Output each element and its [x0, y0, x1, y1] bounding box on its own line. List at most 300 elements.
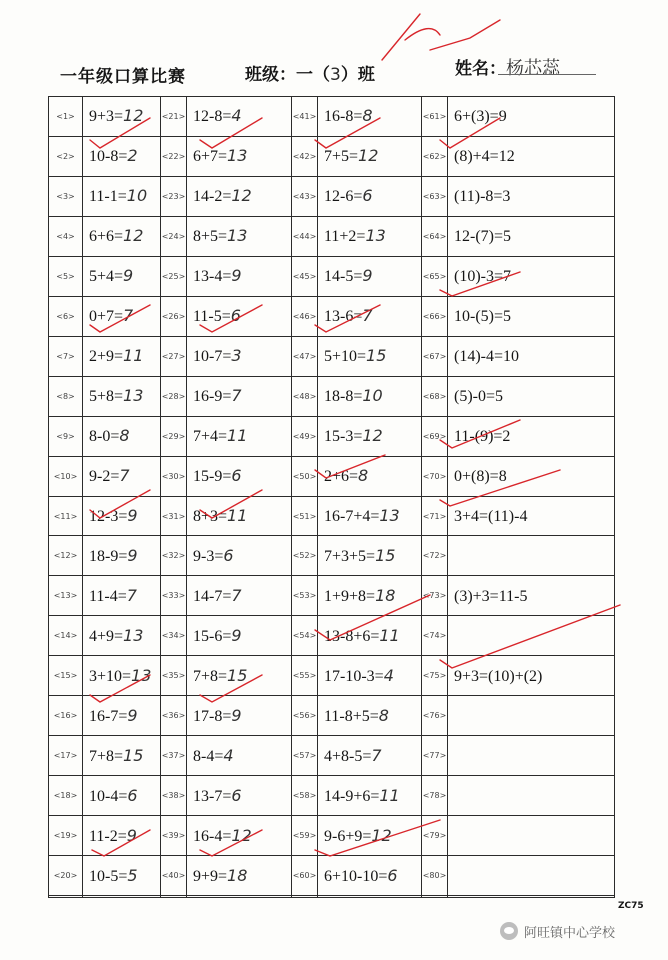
equation-text: 15-9= — [193, 468, 232, 486]
problem-equation — [187, 216, 292, 256]
handwritten-answer: 7 — [231, 386, 242, 406]
handwritten-answer: 4 — [231, 106, 242, 126]
handwritten-answer: 9 — [127, 506, 138, 525]
table-row — [49, 97, 615, 137]
table-row — [49, 496, 615, 536]
equation-text: 6+7= — [193, 148, 228, 166]
problem-equation — [83, 816, 161, 856]
problem-number: <53> — [292, 576, 318, 616]
problem-number: <33> — [161, 576, 187, 616]
problem-equation — [187, 576, 292, 616]
problem-number: <78> — [422, 776, 448, 816]
problem-equation — [187, 136, 292, 176]
handwritten-answer: 15 — [227, 665, 248, 685]
problem-number — [161, 896, 187, 898]
problem-equation — [83, 536, 161, 576]
problem-number: <46> — [292, 296, 318, 336]
equation-text: 12-3= — [89, 508, 128, 525]
problem-equation — [318, 496, 422, 536]
problem-number: <45> — [292, 256, 318, 296]
problem-number: <12> — [49, 536, 83, 576]
equation-text: 9+3= — [89, 108, 124, 126]
problem-number: <61> — [422, 97, 448, 137]
equation-text: 16-9= — [193, 388, 232, 406]
problem-number: <77> — [422, 736, 448, 776]
handwritten-answer: 13 — [379, 506, 400, 525]
table-row — [49, 456, 615, 496]
handwritten-answer: 13 — [227, 226, 248, 246]
problem-equation — [448, 496, 615, 536]
problem-number: <14> — [49, 616, 83, 656]
problem-equation — [83, 216, 161, 256]
equation-text: 4+8-5= — [324, 747, 372, 765]
problem-number — [292, 896, 318, 898]
handwritten-answer: 9 — [362, 266, 373, 286]
problem-number: <26> — [161, 296, 187, 336]
handwritten-answer: 9 — [126, 825, 137, 845]
equation-text: 14-7= — [193, 587, 232, 605]
problem-equation — [83, 256, 161, 296]
equation-text: 16-7= — [89, 707, 128, 725]
table-row — [49, 696, 615, 736]
problem-number: <57> — [292, 736, 318, 776]
problem-equation — [448, 456, 615, 496]
equation-text: 7+8= — [89, 747, 124, 765]
class-number: 3 — [330, 65, 341, 85]
problem-number: <63> — [422, 176, 448, 216]
equation-text: 14-9+6= — [324, 787, 380, 805]
equation-text: 16-8= — [324, 108, 363, 126]
problem-number: <25> — [161, 256, 187, 296]
problem-number: <55> — [292, 656, 318, 696]
problem-equation — [187, 736, 292, 776]
problem-equation — [187, 496, 292, 536]
problem-number — [422, 896, 448, 898]
equation-text: 6+(3)=9 — [454, 108, 507, 126]
problem-equation — [187, 336, 292, 376]
handwritten-answer: 6 — [127, 785, 138, 805]
handwritten-answer: 12 — [358, 146, 379, 166]
table-row — [49, 576, 615, 616]
equation-text: 16-7+4= — [324, 508, 380, 525]
problem-number: <73> — [422, 576, 448, 616]
equation-text: 3+4=(11)-4 — [454, 508, 528, 525]
handwritten-answer: 12 — [123, 106, 144, 126]
equation-text: 11-(9)=2 — [454, 428, 511, 446]
handwritten-answer: 8 — [362, 106, 373, 126]
problem-number: <74> — [422, 616, 448, 656]
problem-number: <67> — [422, 336, 448, 376]
equation-text: 1+9+8= — [324, 587, 376, 605]
problem-equation — [318, 136, 422, 176]
problem-equation — [318, 456, 422, 496]
problem-equation — [83, 176, 161, 216]
equation-text: 2+6= — [324, 468, 359, 486]
equation-text: 7+8= — [193, 667, 228, 685]
problem-table — [48, 96, 615, 898]
problem-equation — [318, 576, 422, 616]
handwritten-answer: 9 — [231, 705, 242, 725]
problem-equation — [83, 576, 161, 616]
problem-number: <68> — [422, 376, 448, 416]
problem-equation — [318, 97, 422, 137]
handwritten-answer: 9 — [123, 266, 134, 286]
problem-number: <76> — [422, 696, 448, 736]
problem-equation — [448, 656, 615, 696]
problem-number: <72> — [422, 536, 448, 576]
class-label: 班级：一（ — [245, 65, 330, 85]
problem-number: <5> — [49, 256, 83, 296]
problem-number: <9> — [49, 416, 83, 456]
problem-number: <48> — [292, 376, 318, 416]
problem-number: <69> — [422, 416, 448, 456]
handwritten-answer: 5 — [127, 865, 138, 885]
problem-number: <13> — [49, 576, 83, 616]
equation-text: 6+10-10= — [324, 867, 388, 885]
equation-text: 12-6= — [324, 188, 363, 206]
problem-equation — [318, 776, 422, 816]
problem-equation — [187, 416, 292, 456]
handwritten-answer: 7 — [119, 466, 130, 486]
problem-number: <21> — [161, 97, 187, 137]
problem-equation — [187, 816, 292, 856]
problem-number: <7> — [49, 336, 83, 376]
problem-number: <42> — [292, 136, 318, 176]
equation-text: 12-(7)=5 — [454, 228, 512, 246]
equation-text: 11-8+5= — [324, 707, 379, 725]
problem-equation — [83, 856, 161, 896]
problem-number: <60> — [292, 856, 318, 896]
problem-number: <75> — [422, 656, 448, 696]
handwritten-answer: 13 — [123, 625, 144, 645]
problem-number: <62> — [422, 136, 448, 176]
handwritten-answer: 7 — [123, 306, 134, 326]
equation-text: 14-2= — [193, 188, 232, 206]
equation-text: 13-8+6= — [324, 627, 380, 645]
table-row — [49, 336, 615, 376]
problem-number: <18> — [49, 776, 83, 816]
equation-text: 7+3+5= — [324, 547, 376, 565]
problem-equation — [448, 136, 615, 176]
watermark-text: 阿旺镇中心学校 — [524, 925, 616, 941]
problem-equation — [318, 696, 422, 736]
equation-text: 9-2= — [89, 468, 120, 486]
problem-number: <19> — [49, 816, 83, 856]
table-row — [49, 656, 615, 696]
problem-number: <79> — [422, 816, 448, 856]
problem-equation — [187, 376, 292, 416]
table-row — [49, 256, 615, 296]
problem-equation — [187, 856, 292, 896]
watermark — [500, 920, 615, 942]
problem-equation — [187, 97, 292, 137]
table-row — [49, 816, 615, 856]
problem-number: <8> — [49, 376, 83, 416]
problem-equation — [448, 816, 615, 856]
equation-text: (14)-4=10 — [454, 348, 520, 366]
problem-number: <31> — [161, 496, 187, 536]
problem-equation — [448, 736, 615, 776]
problem-equation — [448, 376, 615, 416]
table-row — [49, 856, 615, 896]
problem-equation — [83, 656, 161, 696]
problem-number: <38> — [161, 776, 187, 816]
table-row — [49, 416, 615, 456]
handwritten-answer: 12 — [123, 226, 144, 246]
table-row — [49, 896, 615, 898]
equation-text: 0+7= — [89, 308, 124, 326]
problem-equation — [187, 776, 292, 816]
equation-text: 6+6= — [89, 228, 124, 246]
handwritten-answer: 7 — [231, 585, 242, 605]
problem-equation — [448, 696, 615, 736]
problem-equation — [187, 896, 292, 898]
problem-equation — [318, 736, 422, 776]
problem-equation — [83, 496, 161, 536]
handwritten-answer: 11 — [227, 506, 248, 525]
problem-number: <1> — [49, 97, 83, 137]
problem-equation — [83, 616, 161, 656]
problem-number: <59> — [292, 816, 318, 856]
handwritten-answer: 15 — [123, 745, 144, 765]
problem-number: <27> — [161, 336, 187, 376]
problem-equation — [187, 296, 292, 336]
name-label: 姓名： — [455, 59, 506, 79]
problem-equation — [83, 376, 161, 416]
handwritten-answer: 9 — [231, 625, 242, 645]
problem-equation — [187, 616, 292, 656]
handwritten-answer: 3 — [231, 346, 242, 366]
handwritten-answer: 11 — [379, 785, 400, 805]
equation-text: 8+3= — [193, 508, 228, 525]
handwritten-answer: 12 — [231, 825, 252, 845]
table-row — [49, 736, 615, 776]
problem-equation — [318, 336, 422, 376]
problem-grid — [48, 96, 614, 898]
equation-text: 14-5= — [324, 268, 363, 286]
equation-text: 13-7= — [193, 787, 232, 805]
handwritten-answer: 6 — [362, 186, 373, 206]
problem-number: <32> — [161, 536, 187, 576]
problem-equation — [448, 616, 615, 656]
handwritten-answer: 2 — [127, 146, 138, 166]
problem-number: <4> — [49, 216, 83, 256]
equation-text: 11-2= — [89, 827, 127, 845]
equation-text: 5+4= — [89, 268, 124, 286]
equation-text: 10-(5)=5 — [454, 308, 512, 326]
problem-number: <17> — [49, 736, 83, 776]
equation-text: 8-0= — [89, 428, 120, 446]
problem-number: <36> — [161, 696, 187, 736]
equation-text: 15-3= — [324, 428, 363, 446]
table-row — [49, 616, 615, 656]
problem-number: <65> — [422, 256, 448, 296]
problem-number: <10> — [49, 456, 83, 496]
equation-text: 4+9= — [89, 627, 124, 645]
handwritten-answer: 13 — [123, 386, 144, 406]
problem-equation — [187, 696, 292, 736]
handwritten-answer: 4 — [223, 745, 234, 765]
problem-number: <3> — [49, 176, 83, 216]
equation-text: 0+(8)=8 — [454, 468, 507, 486]
problem-number: <49> — [292, 416, 318, 456]
equation-text: 9-6+9= — [324, 827, 372, 845]
handwritten-answer: 12 — [371, 825, 392, 845]
problem-number: <40> — [161, 856, 187, 896]
problem-equation — [448, 416, 615, 456]
class-suffix: ）班 — [340, 65, 375, 85]
handwritten-answer: 15 — [375, 545, 396, 565]
problem-number: <23> — [161, 176, 187, 216]
problem-equation — [448, 256, 615, 296]
problem-equation — [448, 576, 615, 616]
problem-number: <47> — [292, 336, 318, 376]
equation-text: 2+9= — [89, 348, 124, 366]
problem-equation — [318, 296, 422, 336]
problem-equation — [448, 97, 615, 137]
problem-number: <15> — [49, 656, 83, 696]
problem-number: <28> — [161, 376, 187, 416]
name-field — [455, 54, 560, 80]
problem-equation — [448, 216, 615, 256]
problem-equation — [83, 896, 161, 898]
handwritten-answer: 6 — [231, 466, 242, 486]
table-row — [49, 216, 615, 256]
problem-number: <2> — [49, 136, 83, 176]
problem-number: <29> — [161, 416, 187, 456]
problem-number: <54> — [292, 616, 318, 656]
problem-equation — [318, 376, 422, 416]
handwritten-answer: 12 — [231, 186, 252, 206]
handwritten-answer: 11 — [227, 426, 248, 446]
handwritten-answer: 8 — [358, 466, 369, 486]
problem-equation — [83, 136, 161, 176]
handwritten-answer: 18 — [375, 585, 396, 605]
problem-number: <20> — [49, 856, 83, 896]
equation-text: 11-4= — [89, 587, 127, 605]
equation-text: 12-8= — [193, 108, 232, 126]
equation-text: 9+9= — [193, 867, 228, 885]
problem-equation — [318, 616, 422, 656]
problem-equation — [318, 176, 422, 216]
problem-rows — [49, 97, 615, 898]
name-underline — [498, 74, 596, 75]
problem-number: <16> — [49, 696, 83, 736]
handwritten-answer: 13 — [365, 226, 386, 246]
table-row — [49, 536, 615, 576]
problem-number: <39> — [161, 816, 187, 856]
problem-equation — [448, 176, 615, 216]
problem-equation — [187, 176, 292, 216]
problem-equation — [83, 736, 161, 776]
problem-number: <66> — [422, 296, 448, 336]
problem-number: <30> — [161, 456, 187, 496]
problem-equation — [318, 896, 422, 898]
equation-text: 18-8= — [324, 388, 363, 406]
problem-number: <22> — [161, 136, 187, 176]
problem-number: <58> — [292, 776, 318, 816]
problem-equation — [83, 456, 161, 496]
equation-text: 17-10-3= — [324, 667, 384, 685]
equation-text: 10-7= — [193, 348, 232, 366]
problem-equation — [448, 536, 615, 576]
problem-equation — [83, 296, 161, 336]
equation-text: 9-3= — [193, 547, 224, 565]
handwritten-answer: 7 — [126, 585, 137, 605]
problem-number: <44> — [292, 216, 318, 256]
student-name: 杨芯蕊 — [506, 58, 560, 79]
problem-number: <43> — [292, 176, 318, 216]
equation-text: (5)-0=5 — [454, 388, 504, 406]
equation-text: (8)+4=12 — [454, 148, 515, 166]
equation-text: 16-4= — [193, 827, 232, 845]
equation-text: 11-5= — [193, 308, 231, 326]
handwritten-answer: 10 — [126, 186, 148, 206]
handwritten-answer: 8 — [119, 426, 130, 446]
equation-text: 3+10= — [89, 667, 132, 685]
equation-text: 5+10= — [324, 348, 367, 366]
problem-equation — [318, 656, 422, 696]
problem-equation — [83, 776, 161, 816]
equation-text: 11+2= — [324, 228, 366, 246]
handwritten-answer: 7 — [371, 745, 382, 765]
problem-equation — [448, 336, 615, 376]
problem-number: <6> — [49, 296, 83, 336]
table-row — [49, 176, 615, 216]
problem-number: <34> — [161, 616, 187, 656]
problem-number: <41> — [292, 97, 318, 137]
equation-text: 17-8= — [193, 707, 232, 725]
equation-text: (11)-8=3 — [454, 188, 511, 206]
problem-equation — [187, 256, 292, 296]
problem-equation — [318, 216, 422, 256]
handwritten-answer: 10 — [362, 386, 383, 406]
paper-code: ZC75 — [618, 901, 644, 911]
handwritten-answer: 4 — [383, 665, 394, 685]
problem-number: <24> — [161, 216, 187, 256]
contest-title: 一年级口算比赛 — [60, 67, 186, 87]
equation-text: 7+4= — [193, 428, 228, 446]
handwritten-answer: 13 — [131, 665, 152, 685]
equation-text: 8+5= — [193, 228, 228, 246]
handwritten-answer: 18 — [227, 865, 248, 885]
problem-equation — [448, 296, 615, 336]
problem-equation — [318, 416, 422, 456]
problem-equation — [318, 816, 422, 856]
problem-equation — [318, 856, 422, 896]
equation-text: 9+3=(10)+(2) — [454, 667, 543, 685]
handwritten-answer: 6 — [223, 545, 234, 565]
problem-equation — [187, 456, 292, 496]
handwritten-answer: 11 — [123, 346, 144, 366]
handwritten-answer: 6 — [231, 785, 242, 805]
problem-equation — [318, 256, 422, 296]
table-row — [49, 136, 615, 176]
handwritten-answer: 6 — [387, 865, 398, 885]
equation-text: 11-1= — [89, 188, 127, 206]
equation-text: 10-4= — [89, 787, 128, 805]
table-row — [49, 296, 615, 336]
handwritten-answer: 9 — [127, 545, 138, 565]
problem-equation — [448, 896, 615, 898]
equation-text: 10-5= — [89, 867, 128, 885]
handwritten-answer: 9 — [231, 266, 242, 286]
equation-text: 10-8= — [89, 148, 128, 166]
equation-text: 18-9= — [89, 547, 128, 565]
handwritten-answer: 6 — [230, 306, 241, 326]
problem-equation — [318, 536, 422, 576]
problem-number: <50> — [292, 456, 318, 496]
